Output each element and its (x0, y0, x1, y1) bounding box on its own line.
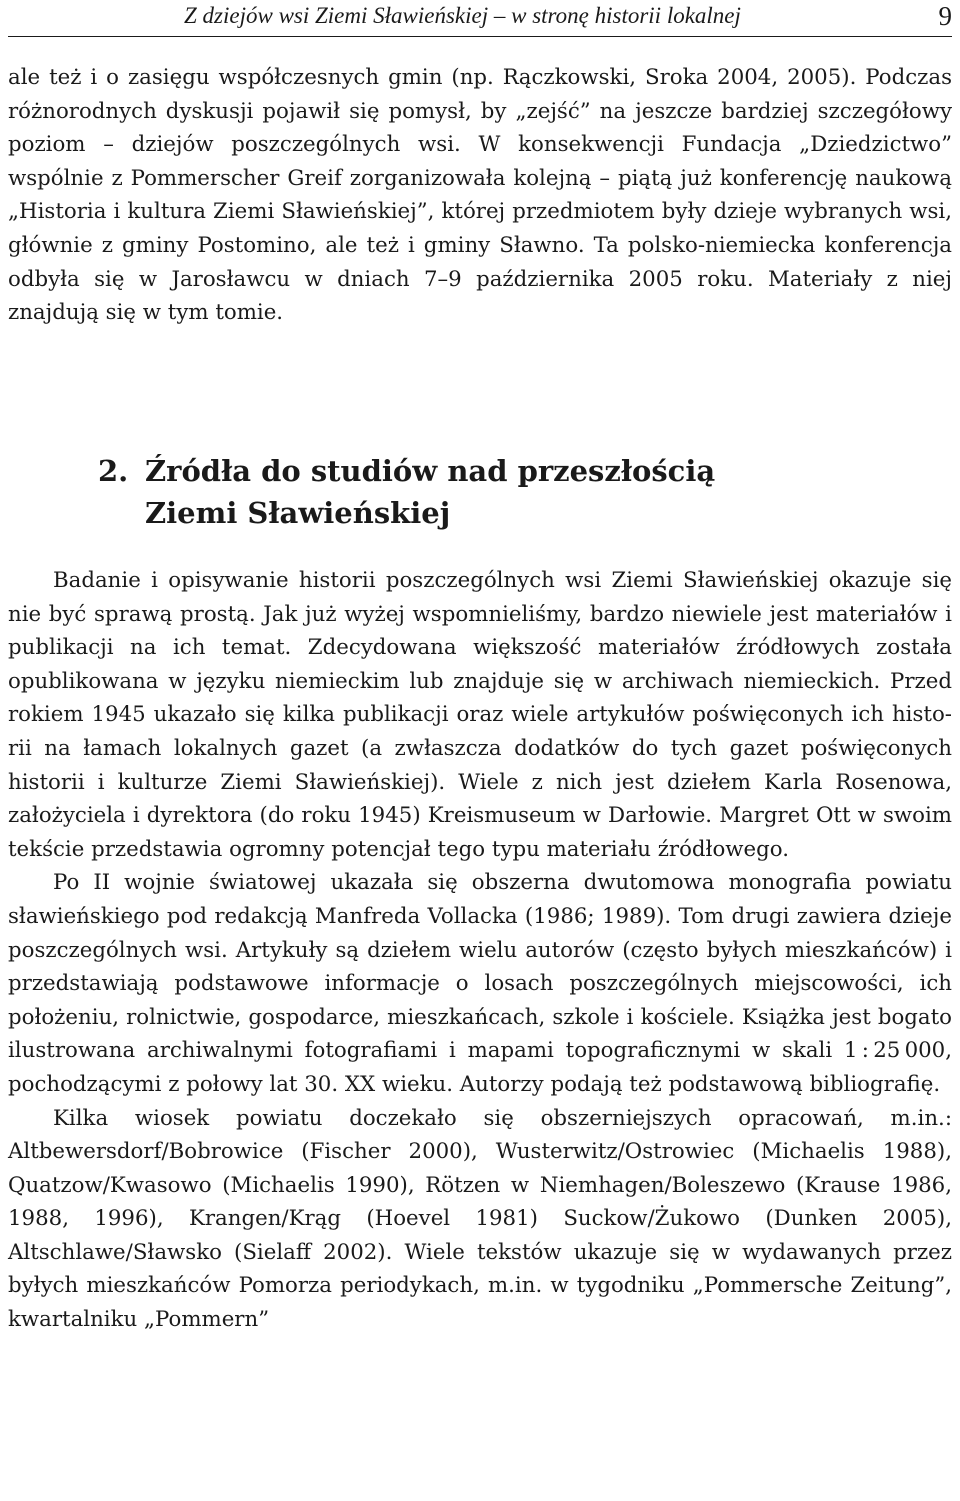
section-heading-line-1 (98, 450, 952, 492)
section-body (8, 564, 952, 1337)
paragraph: Badanie i opisywanie historii poszczególnych wsi Ziemi Sławieńskiej okazuje się nie być sprawą prostą. Jak już wyżej wspomnieliśmy, bardzo niewiele jest materiałów i publikacji na ich temat. Zdecydowana większość materiałów źródłowych została opublikowana w języku niemieckim lub znajduje się w archiwach niemieckich. Przed rokiem 1945 ukazało się kilka publikacji oraz wiele artykułów poświęconych ich historii na łamach lokalnych gazet (a zwłaszcza dodatków do tych gazet poświęconych historii i kulturze Ziemi Sławieńskiej). Wiele z nich jest dziełem Karla Rosenowa, założyciela i dyrektora (do roku 1945) Kreismuseum w Darłowie. Margret Ott w swoim tekście przedstawia ogromny potencjał tego typu materiału źródłowego. (8, 568, 952, 862)
running-title: Z dziejów wsi Ziemi Sławieńskiej – w stronę historii lokalnej (184, 3, 741, 28)
section-heading (98, 450, 952, 534)
section-number: 2. (98, 454, 129, 488)
paragraph: Kilka wiosek powiatu doczekało się obszerniejszych opracowań, m.in.: Altbewersdorf/Bobrowice (Fischer 2000), Wusterwitz/Ostrowiec (Michaelis 1988), Quatzow/Kwasowo (Michaelis 1990), Rötzen w Niemhagen/Boleszewo (Krause 1986, 1988, 1996), Krangen/Krąg (Hoevel 1981) Suckow/Żukowo (Dunken 2005), Altschlawe/Sławsko (Sielaff 2002). Wiele tekstów ukazuje się w wydawanych przez byłych mieszkańców Pomorza periodykach, m.in. w tygodniku „Pommersche Zeitung”, kwartalniku „Pommern” (8, 1105, 952, 1333)
running-header (8, 2, 952, 37)
section-title-line-2: Ziemi Sławieńskiej (145, 496, 451, 530)
paragraph: ale też i o zasięgu współczesnych gmin (np. Rączkowski, Sroka 2004, 2005). Podczas różnorodnych dyskusji pojawił się pomysł, by „zejść” na jeszcze bardziej szczegółowy poziom – dziejów poszczególnych wsi. W konsekwencji Fundacja „Dziedzictwo” wspólnie z Pommerscher Greif zorganizowała kolejną – piątą już konferencję naukową „Historia i kultura Ziemi Sławieńskiej”, której przedmiotem były dzieje wybranych wsi, głównie z gminy Postomino, ale też i gminy Sławno. Ta polsko-niemiecka konferencja odbyła się w Jarosławcu w dniach 7–9 października 2005 roku. Materiały z niej znajdują się w tym tomie. (8, 65, 952, 326)
paragraph: Po II wojnie światowej ukazała się obszerna dwutomowa monografia powiatu sławieńskiego pod redakcją Manfreda Vollacka (1986; 1989). Tom drugi zawiera dzieje poszczególnych wsi. Artykuły są dziełem wielu autorów (często byłych mieszkańców) i przedstawiają podstawowe informacje o losach poszczególnych miejscowości, ich położeniu, rolnictwie, gospodarce, mieszkańcach, szkole i kościele. Książka jest bogato ilustrowana archiwalnymi fotografiami i mapami topograficznymi w skali 1 : 25 000, pochodzącymi z połowy lat 30. XX wieku. Autorzy podają też podstawową bibliografię. (8, 870, 952, 1097)
intro-paragraph-block (8, 61, 952, 330)
page-number: 9 (938, 1, 952, 31)
section-title-line-1: Źródła do studiów nad przeszłością (145, 454, 716, 488)
